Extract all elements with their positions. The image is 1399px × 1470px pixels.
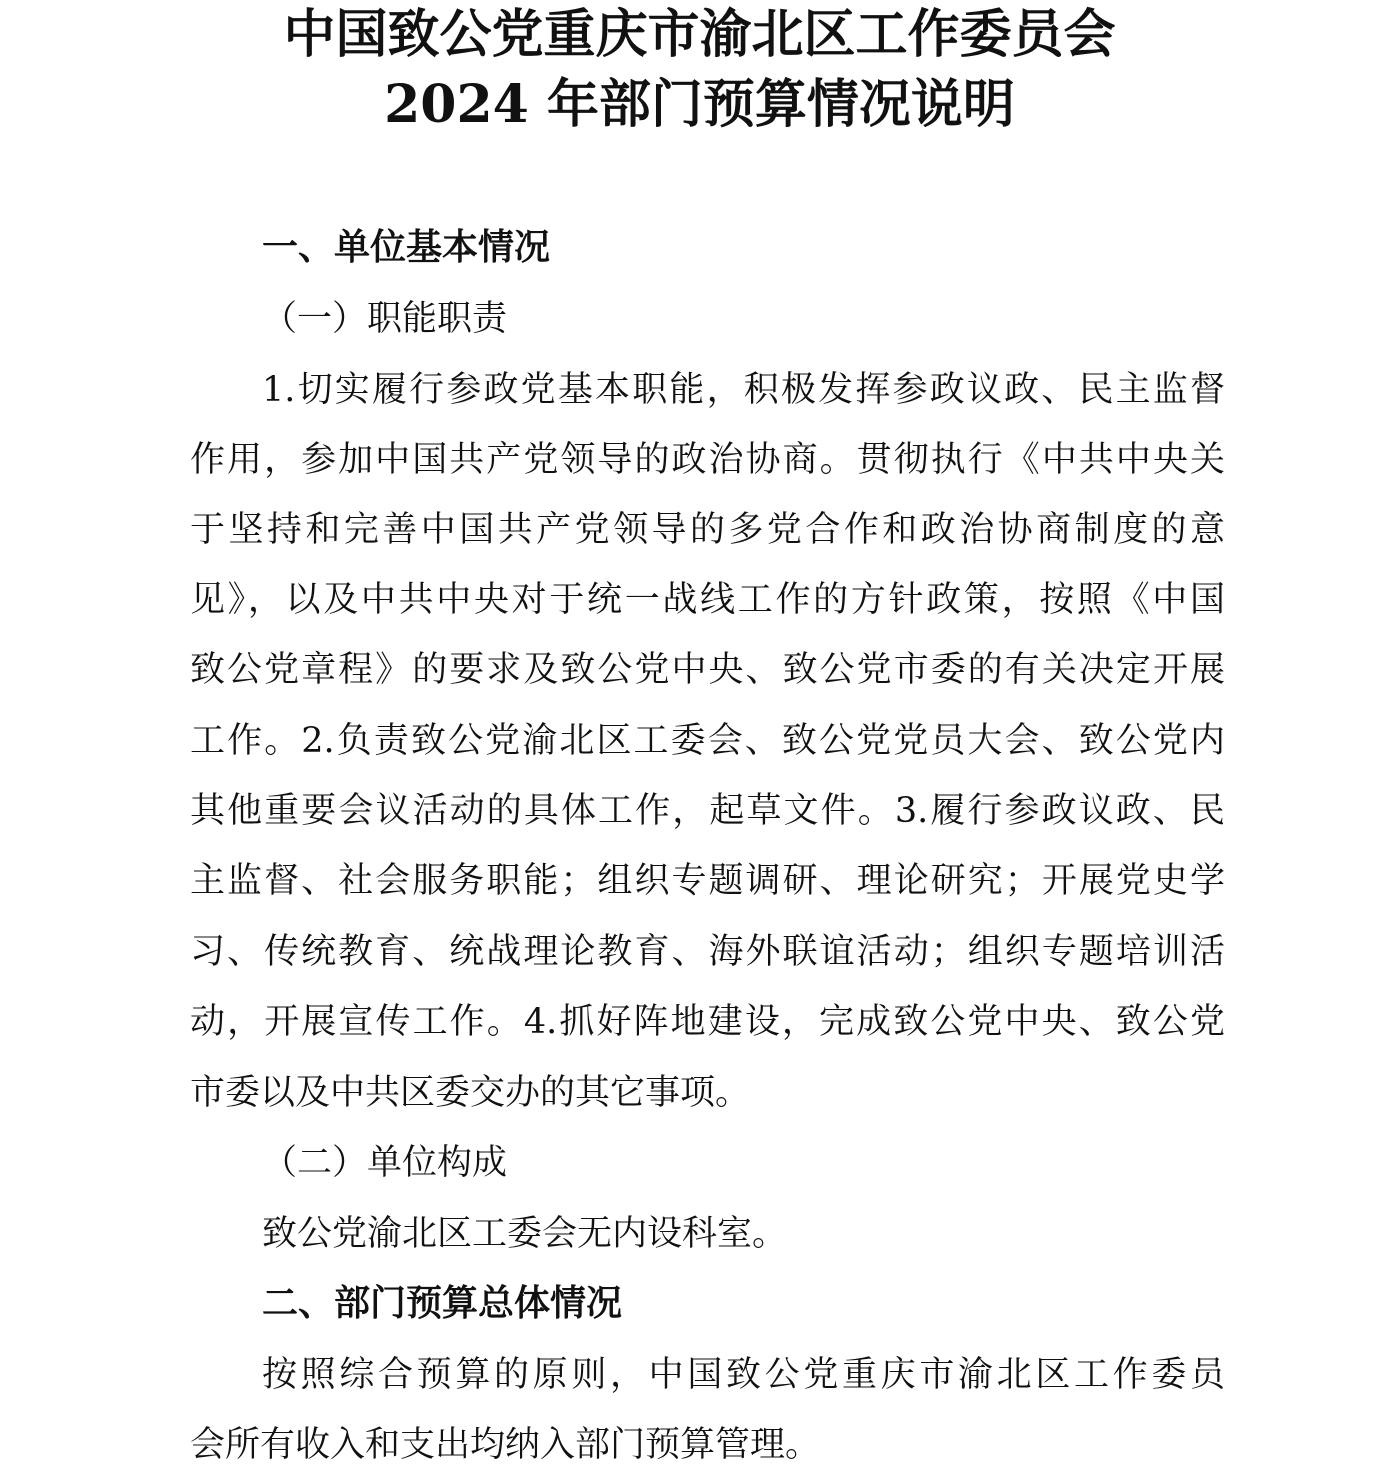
paragraph-line: 其他重要会议活动的具体工作，起草文件。3.履行参政议政、民 xyxy=(190,791,1225,831)
paragraph-line: 按照综合预算的原则，中国致公党重庆市渝北区工作委员 xyxy=(262,1355,1225,1395)
paragraph-line: 主监督、社会服务职能；组织专题调研、理论研究；开展党史学 xyxy=(190,861,1225,901)
document-title-line-1: 中国致公党重庆市渝北区工作委员会 xyxy=(283,4,1116,65)
paragraph-line: 1.切实履行参政党基本职能，积极发挥参政议政、民主监督 xyxy=(262,370,1225,410)
paragraph-line: 作用，参加中国共产党领导的政治协商。贯彻执行《中共中央关 xyxy=(190,440,1225,480)
paragraph-line: 习、传统教育、统战理论教育、海外联谊活动；组织专题培训活 xyxy=(190,932,1225,972)
subsection-2-heading: （二）单位构成 xyxy=(262,1143,508,1183)
paragraph-line: 于坚持和完善中国共产党领导的多党合作和政治协商制度的意 xyxy=(190,510,1225,550)
paragraph-line: 致公党渝北区工委会无内设科室。 xyxy=(262,1214,788,1254)
subsection-1-heading: （一）职能职责 xyxy=(262,299,508,339)
section-1-heading: 一、单位基本情况 xyxy=(262,227,551,268)
section-2-heading: 二、部门预算总体情况 xyxy=(262,1283,623,1324)
paragraph-line: 会所有收入和支出均纳入部门预算管理。 xyxy=(190,1425,821,1465)
document-title-line-2: 2024 年部门预算情况说明 xyxy=(384,74,1015,135)
paragraph-line: 致公党章程》的要求及致公党中央、致公党市委的有关决定开展 xyxy=(190,650,1225,690)
paragraph-line: 工作。2.负责致公党渝北区工委会、致公党党员大会、致公党内 xyxy=(190,721,1225,761)
paragraph-line: 动，开展宣传工作。4.抓好阵地建设，完成致公党中央、致公党 xyxy=(190,1002,1225,1042)
paragraph-line: 见》，以及中共中央对于统一战线工作的方针政策，按照《中国 xyxy=(190,580,1225,620)
paragraph-line: 市委以及中共区委交办的其它事项。 xyxy=(190,1073,751,1113)
